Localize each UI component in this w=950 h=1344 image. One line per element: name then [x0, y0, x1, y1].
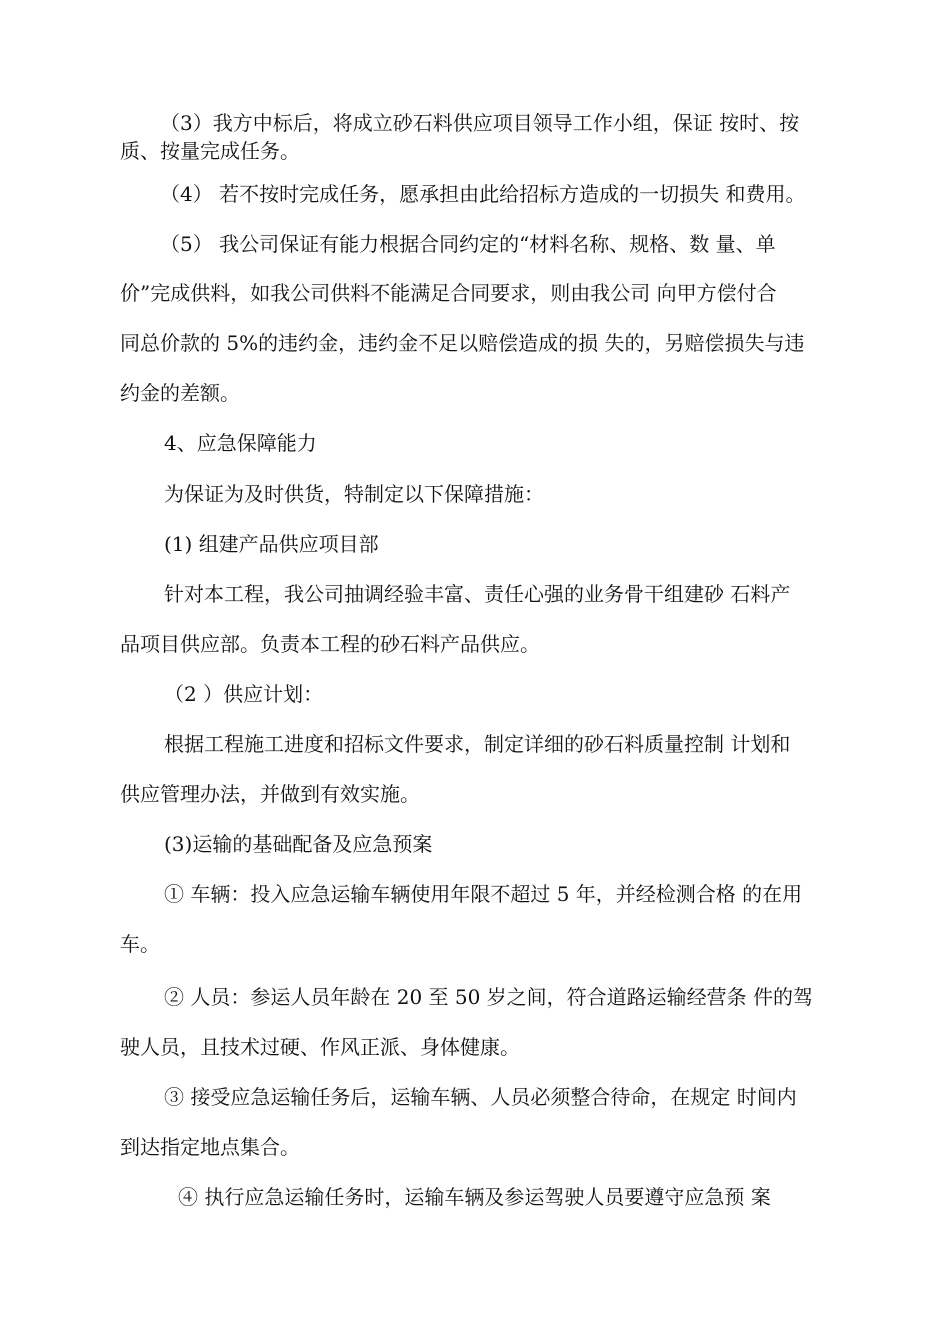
subheading-3: (3)运输的基础配备及应急预案 — [164, 832, 433, 856]
paragraph-line-12: 品项目供应部。负责本工程的砂石料产品供应。 — [120, 632, 540, 656]
paragraph-line-3: （4） 若不按时完成任务，愿承担由此给招标方造成的一切损失 和费用。 — [160, 182, 806, 206]
paragraph-line-14: 根据工程施工进度和招标文件要求，制定详细的砂石料质量控制 计划和 — [164, 732, 791, 756]
paragraph-line-23: ④ 执行应急运输任务时，运输车辆及参运驾驶人员要遵守应急预 案 — [178, 1185, 771, 1209]
subheading-1: (1) 组建产品供应项目部 — [164, 532, 379, 556]
paragraph-line-2: 质、按量完成任务。 — [120, 139, 300, 163]
paragraph-line-19: ② 人员：参运人员年龄在 20 至 50 岁之间，符合道路运输经营条 件的驾 — [164, 985, 814, 1009]
paragraph-line-21: ③ 接受应急运输任务后，运输车辆、人员必须整合待命，在规定 时间内 — [164, 1085, 797, 1109]
paragraph-line-6: 同总价款的 5%的违约金，违约金不足以赔偿造成的损 失的，另赔偿损失与违 — [120, 331, 805, 355]
paragraph-line-9: 为保证为及时供货，特制定以下保障措施： — [164, 482, 544, 506]
paragraph-line-22: 到达指定地点集合。 — [120, 1135, 300, 1159]
paragraph-line-20: 驶人员，且技术过硬、作风正派、身体健康。 — [120, 1035, 520, 1059]
subheading-2: （2 ）供应计划： — [164, 682, 324, 706]
paragraph-line-7: 约金的差额。 — [120, 381, 240, 405]
paragraph-line-15: 供应管理办法，并做到有效实施。 — [120, 782, 420, 806]
section-heading: 4、应急保障能力 — [164, 431, 317, 455]
paragraph-line-4: （5） 我公司保证有能力根据合同约定的“材料名称、规格、数 量、单 — [160, 232, 776, 256]
paragraph-line-5: 价”完成供料，如我公司供料不能满足合同要求，则由我公司 向甲方偿付合 — [120, 281, 777, 305]
paragraph-line-1: （3）我方中标后，将成立砂石料供应项目领导工作小组，保证 按时、按 — [160, 111, 800, 135]
paragraph-line-18: 车。 — [120, 932, 160, 956]
paragraph-line-17: ① 车辆：投入应急运输车辆使用年限不超过 5 年，并经检测合格 的在用 — [164, 882, 803, 906]
paragraph-line-11: 针对本工程，我公司抽调经验丰富、责任心强的业务骨干组建砂 石料产 — [164, 582, 791, 606]
